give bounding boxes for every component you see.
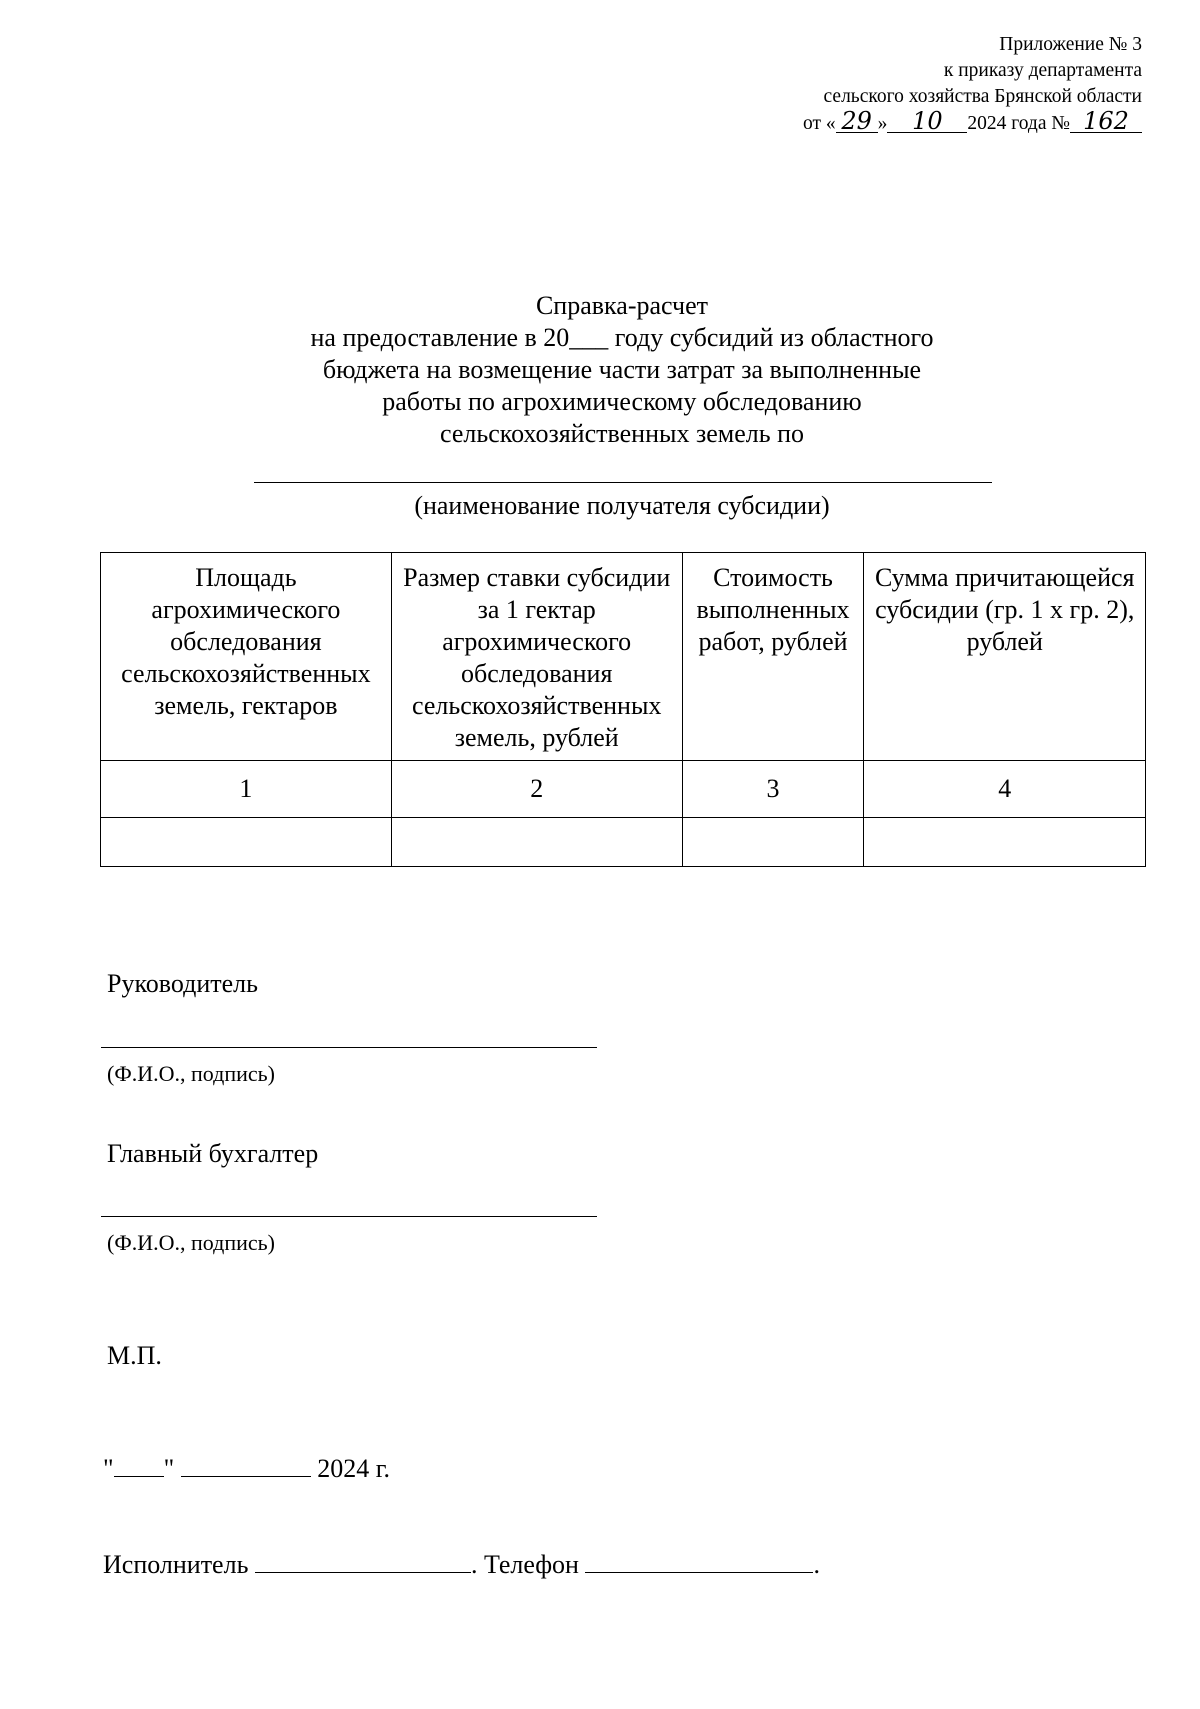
- executor-name-blank[interactable]: [255, 1548, 471, 1573]
- column-number: 2: [391, 761, 682, 818]
- recipient-name-caption: (наименование получателя субсидии): [414, 491, 830, 520]
- date-line: [103, 1452, 390, 1485]
- annex-date-line: [622, 107, 1142, 137]
- annex-line-3: сельского хозяйства Брянской области: [823, 86, 1142, 107]
- annex-month-handwritten: 10: [887, 110, 967, 133]
- cell-rate-value[interactable]: [391, 818, 682, 867]
- annex-line-2: к приказу департамента: [943, 60, 1142, 81]
- title-line-5: сельскохозяйственных земель по: [440, 419, 804, 448]
- column-number: 1: [101, 761, 392, 818]
- executor-label: Исполнитель: [103, 1550, 249, 1579]
- date-year: 2024 г.: [317, 1454, 390, 1483]
- annex-year-text: 2024 года №: [967, 113, 1070, 134]
- accountant-label: Главный бухгалтер: [107, 1139, 319, 1168]
- column-number: 4: [864, 761, 1146, 818]
- table-column-numbers-row: [101, 761, 1146, 818]
- head-label: Руководитель: [107, 969, 258, 998]
- annex-number-handwritten: 162: [1070, 110, 1142, 133]
- phone-label: . Телефон: [470, 1550, 579, 1579]
- header-cost: Стоимость выполненных работ, рублей: [682, 553, 864, 761]
- cell-area-value[interactable]: [101, 818, 392, 867]
- stamp-placeholder: М.П.: [107, 1341, 162, 1370]
- column-number: 3: [682, 761, 864, 818]
- month-blank[interactable]: [181, 1452, 311, 1477]
- cell-subsidy-value[interactable]: [864, 818, 1146, 867]
- executor-line: [103, 1548, 820, 1581]
- annex-line-1: Приложение № 3: [999, 34, 1142, 55]
- table-header-row: [101, 553, 1146, 761]
- header-rate: Размер ставки субсидии за 1 гектар агрохимического обследования сельскохозяйственных земель, рублей: [391, 553, 682, 761]
- accountant-signature-blank[interactable]: [101, 1216, 597, 1217]
- head-signature-blank[interactable]: [101, 1047, 597, 1048]
- title-line-2: на предоставление в 20___ году субсидий из областного: [310, 323, 934, 352]
- document-title: [0, 290, 1200, 450]
- annex-date-mid: »: [877, 113, 888, 134]
- annex-header: [622, 32, 1142, 137]
- title-line-4: работы по агрохимическому обследованию: [382, 387, 862, 416]
- calculation-table: [100, 552, 1146, 867]
- recipient-name-blank[interactable]: [254, 482, 992, 483]
- phone-blank[interactable]: [585, 1548, 813, 1573]
- title-line-1: Справка-расчет: [535, 291, 709, 320]
- header-subsidy: Сумма причитающейся субсидии (гр. 1 х гр. 2), рублей: [864, 553, 1146, 761]
- date-close-quote: ": [163, 1454, 175, 1483]
- executor-line-end: .: [813, 1550, 820, 1579]
- cell-cost-value[interactable]: [682, 818, 864, 867]
- head-signature-caption: (Ф.И.О., подпись): [107, 1061, 275, 1086]
- table-row: [101, 818, 1146, 867]
- accountant-signature-caption: (Ф.И.О., подпись): [107, 1230, 275, 1255]
- title-line-3: бюджета на возмещение части затрат за выполненные: [322, 355, 922, 384]
- annex-date-prefix: от «: [802, 113, 836, 134]
- date-open-quote: ": [103, 1454, 114, 1483]
- header-area: Площадь агрохимического обследования сельскохозяйственных земель, гектаров: [101, 553, 392, 761]
- annex-day-handwritten: 29: [836, 110, 878, 133]
- day-blank[interactable]: [114, 1452, 164, 1477]
